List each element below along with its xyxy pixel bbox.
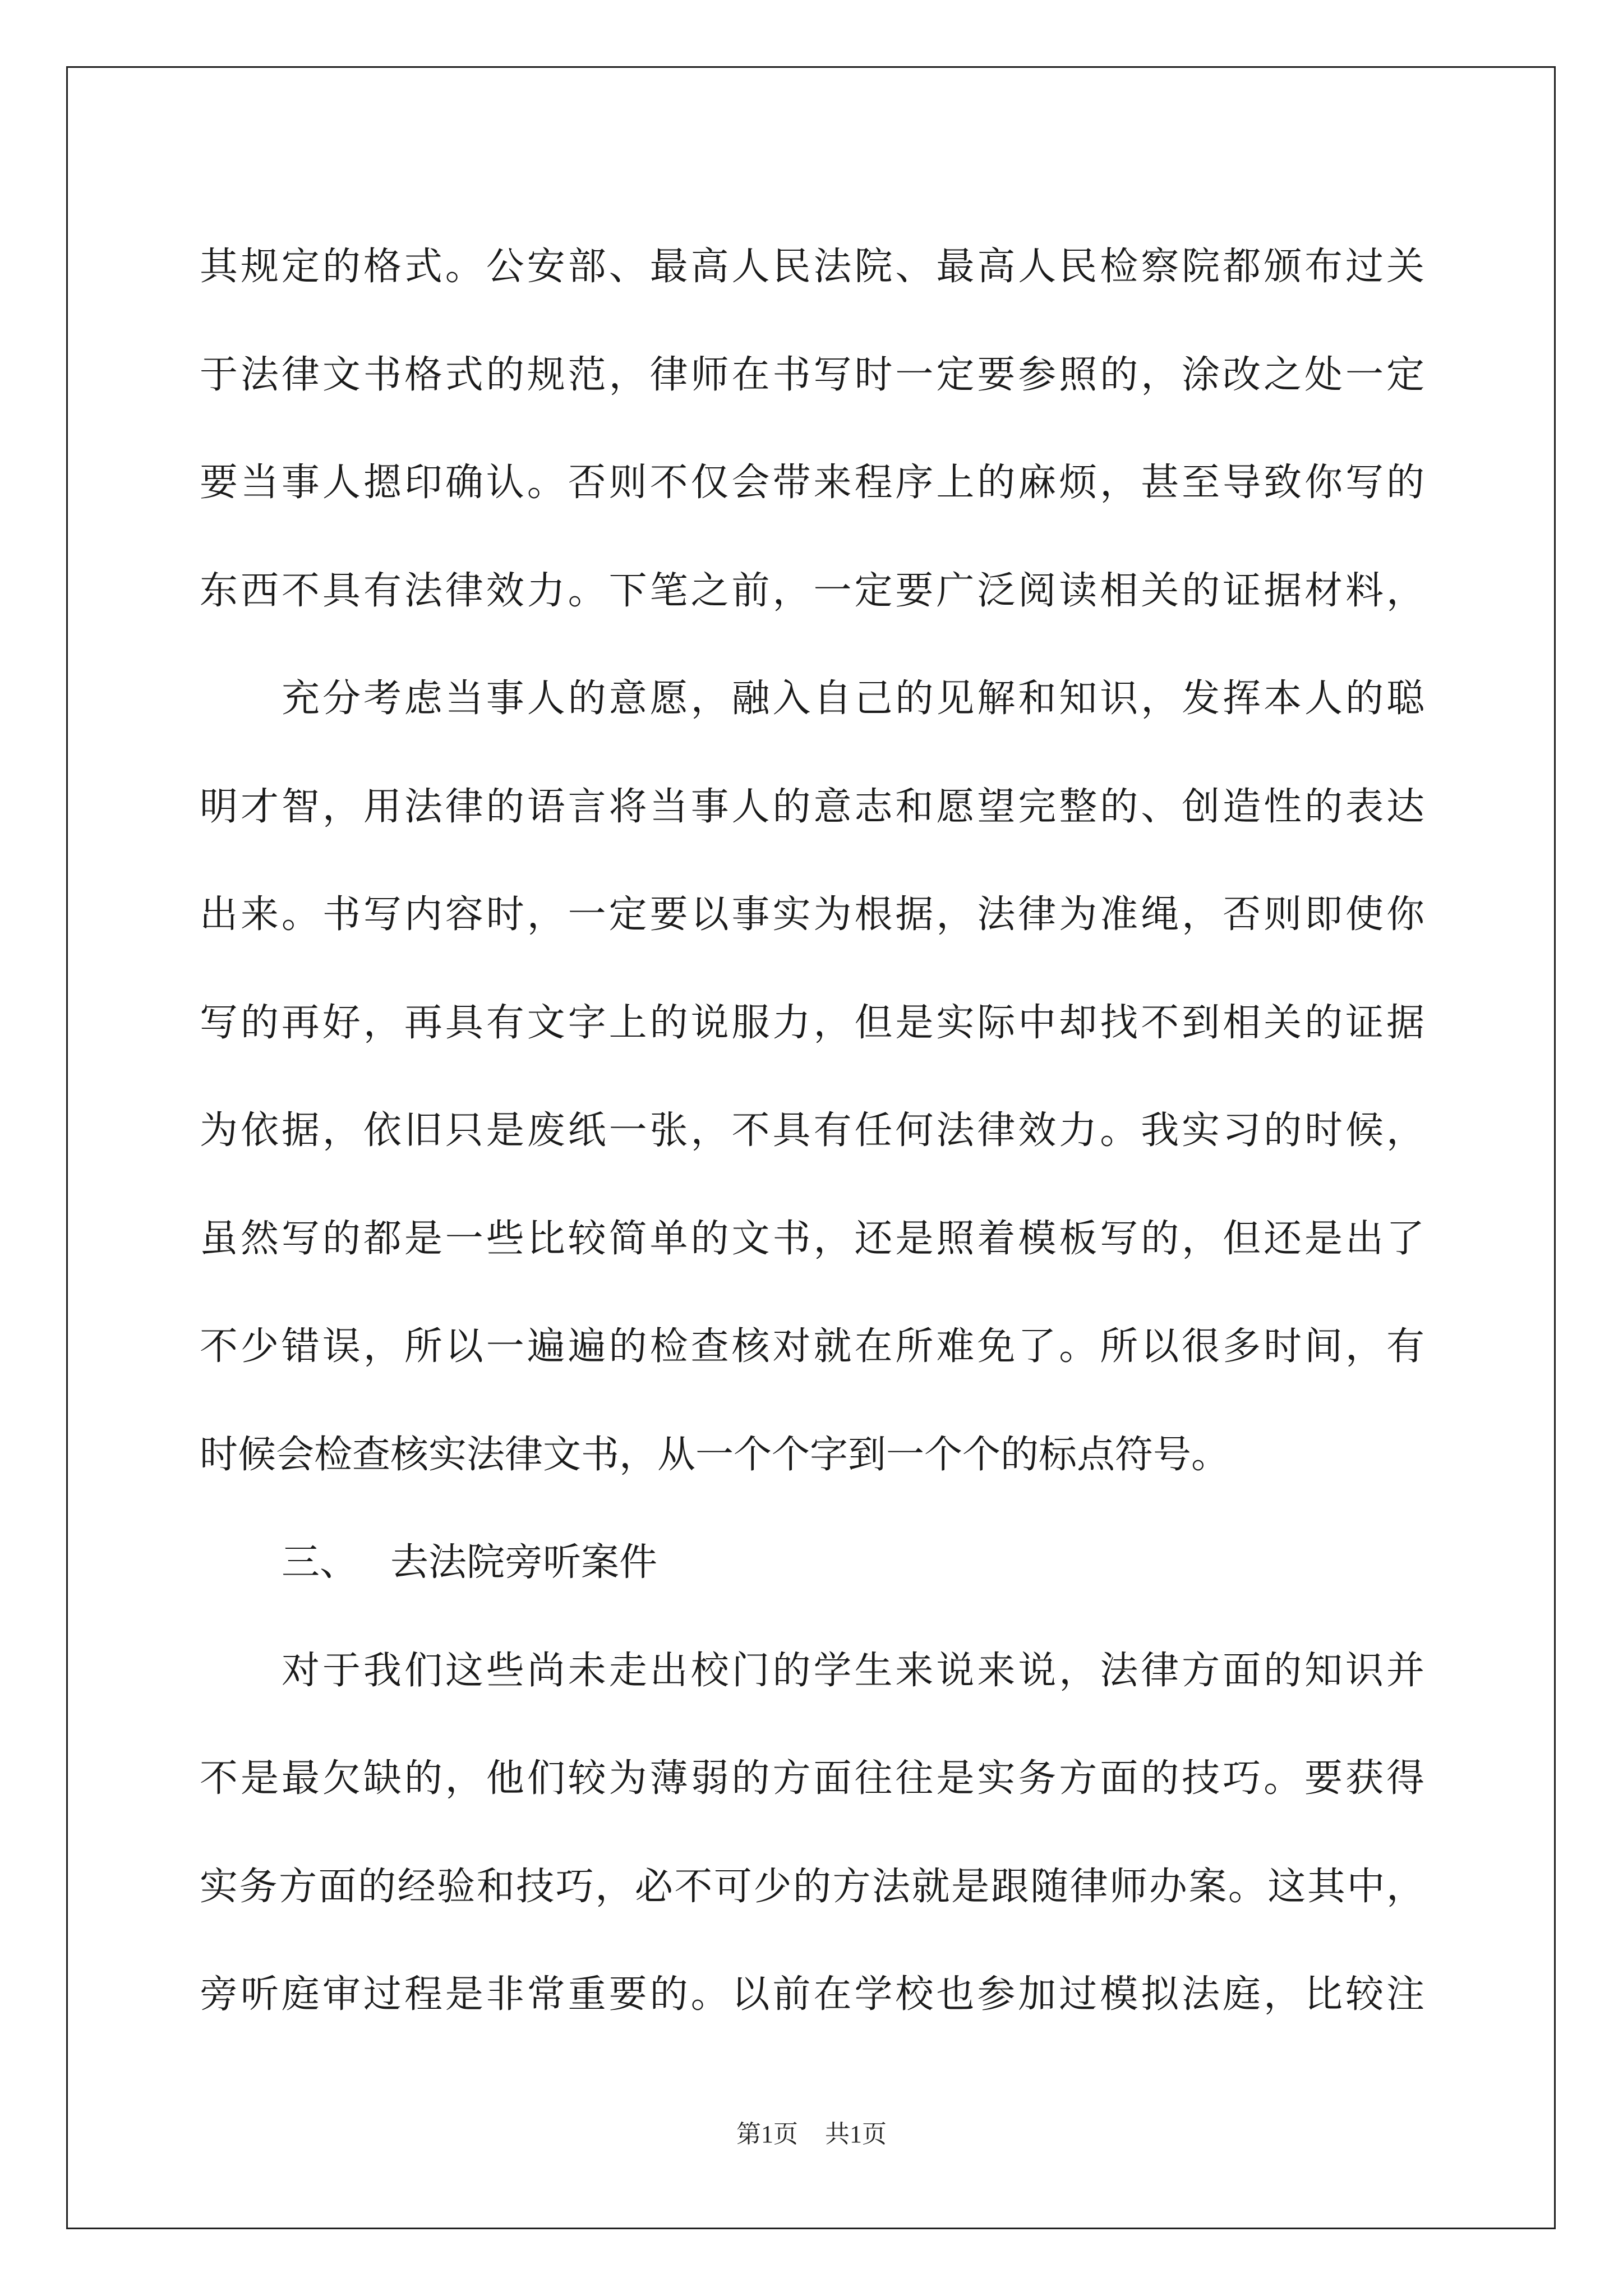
page-number-current: 第1页	[736, 2120, 798, 2148]
page-number-total: 共1页	[825, 2120, 887, 2148]
text-line: 要当事人摁印确认。否则不仅会带来程序上的麻烦，甚至导致你写的	[200, 461, 1424, 505]
paragraph-first-line: 充分考虑当事人的意愿，融入自己的见解和知识，发挥本人的聪	[282, 677, 1424, 721]
text-line: 为依据，依旧只是废纸一张，不具有任何法律效力。我实习的时候，	[200, 1108, 1424, 1153]
document-body	[200, 213, 1424, 2049]
text-line: 不少错误，所以一遍遍的检查核对就在所难免了。所以很多时间，有	[200, 1324, 1424, 1369]
text-line: 其规定的格式。公安部、最高人民法院、最高人民检察院都颁布过关	[200, 245, 1424, 289]
text-line: 出来。书写内容时，一定要以事实为根据，法律为准绳，否则即使你	[200, 892, 1424, 937]
text-line: 不是最欠缺的，他们较为薄弱的方面往往是实务方面的技巧。要获得	[200, 1756, 1424, 1801]
paragraph-first-line: 对于我们这些尚未走出校门的学生来说来说，法律方面的知识并	[282, 1648, 1424, 1693]
page-footer	[0, 2114, 1623, 2150]
text-line: 于法律文书格式的规范，律师在书写时一定要参照的，涂改之处一定	[200, 352, 1424, 397]
text-line: 虽然写的都是一些比较简单的文书，还是照着模板写的，但还是出了	[200, 1216, 1424, 1261]
paragraph-last-line: 时候会检查核实法律文书，从一个个字到一个个的标点符号。	[200, 1432, 1230, 1477]
text-line: 东西不具有法律效力。下笔之前，一定要广泛阅读相关的证据材料，	[200, 568, 1424, 613]
section-heading-number: 三、	[282, 1540, 358, 1585]
text-line: 实务方面的经验和技巧，必不可少的方法就是跟随律师办案。这其中，	[200, 1864, 1424, 1909]
text-line: 明才智，用法律的语言将当事人的意志和愿望完整的、创造性的表达	[200, 784, 1424, 829]
section-heading	[200, 1509, 1424, 1617]
text-line: 旁听庭审过程是非常重要的。以前在学校也参加过模拟法庭，比较注	[200, 1972, 1424, 2017]
section-heading-title: 去法院旁听案件	[390, 1540, 658, 1585]
text-line: 写的再好，再具有文字上的说服力，但是实际中却找不到相关的证据	[200, 1000, 1424, 1045]
